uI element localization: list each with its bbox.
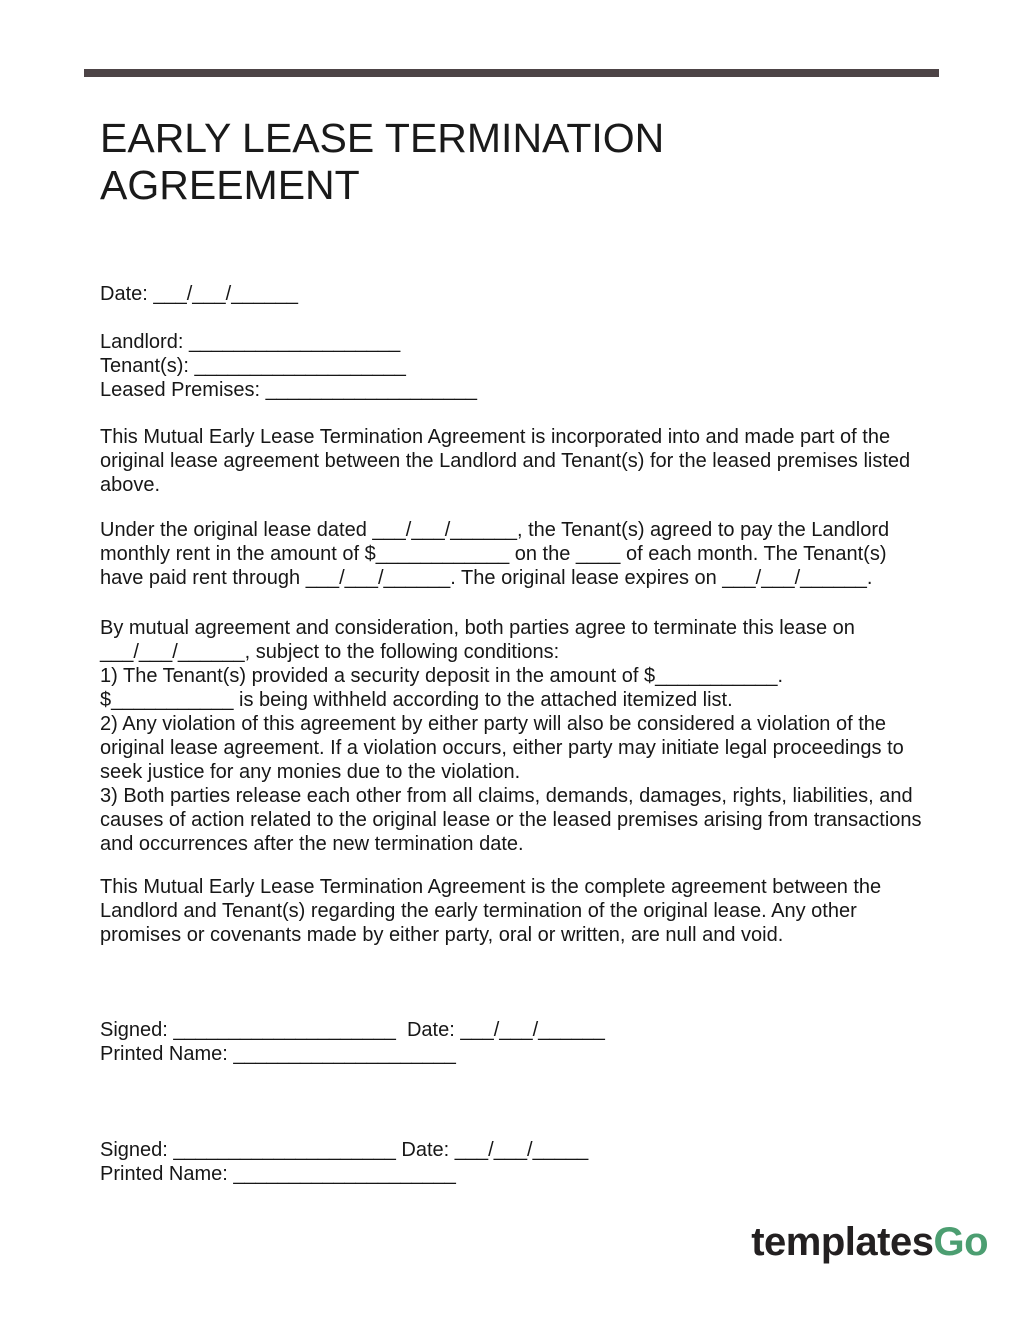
page-title: EARLY LEASE TERMINATION AGREEMENT bbox=[100, 115, 665, 208]
condition-1-line-b: $___________ is being withheld according to the attached itemized list. bbox=[100, 689, 733, 711]
condition-1-line-a: 1) The Tenant(s) provided a security deposit in the amount of $___________. bbox=[100, 665, 784, 687]
signature-1-signed-line: Signed: ____________________ Date: ___/___/______ bbox=[100, 1019, 605, 1041]
signature-2-signed-line: Signed: ____________________ Date: ___/___/_____ bbox=[100, 1139, 589, 1161]
paragraph-original-lease: Under the original lease dated ___/___/______, the Tenant(s) agreed to pay the Landlord monthly rent in the amount of $____________ on the ____ of each month. The Tenant(s) have paid rent through ___/___/______. The original lease expires on ___/___/______. bbox=[100, 519, 890, 589]
condition-3-line: 3) Both parties release each other from all claims, demands, damages, rights, liabilities, and causes of action related to the original lease or the leased premises arising from transactions and occurrences after the new termination date. bbox=[100, 785, 922, 855]
paragraph-incorporation: This Mutual Early Lease Termination Agreement is incorporated into and made part of the original lease agreement between the Landlord and Tenant(s) for the leased premises listed above. bbox=[100, 426, 911, 496]
signature-2-printed-name-line: Printed Name: ____________________ bbox=[100, 1163, 456, 1185]
signature-1-printed-name-line: Printed Name: ____________________ bbox=[100, 1043, 456, 1065]
landlord-field-line: Landlord: ___________________ bbox=[100, 331, 401, 353]
signature-block-2 bbox=[100, 1138, 930, 1186]
paragraph-complete-agreement: This Mutual Early Lease Termination Agreement is the complete agreement between the Landlord and Tenant(s) regarding the early termination of the original lease. Any other promises or covenants made by either party, oral or written, are null and void. bbox=[100, 876, 882, 946]
logo-text-templates: templates bbox=[751, 1220, 934, 1264]
templatesgo-logo bbox=[751, 1219, 988, 1265]
signature-block-1 bbox=[100, 1018, 930, 1066]
leased-premises-field-line: Leased Premises: ___________________ bbox=[100, 379, 477, 401]
paragraph-termination-conditions bbox=[100, 616, 930, 856]
logo-text-go: Go bbox=[933, 1220, 988, 1264]
tenants-field-line: Tenant(s): ___________________ bbox=[100, 355, 406, 377]
party-fields-block bbox=[100, 330, 930, 402]
date-field-line: Date: ___/___/______ bbox=[100, 283, 298, 305]
termination-intro-line: By mutual agreement and consideration, both parties agree to terminate this lease on ___/___/______, subject to the following conditions: bbox=[100, 617, 855, 663]
document-content bbox=[100, 0, 930, 1186]
condition-2-line: 2) Any violation of this agreement by either party will also be considered a violation of the original lease agreement. If a violation occurs, either party may initiate legal proceedings to seek justice for any monies due to the violation. bbox=[100, 713, 904, 783]
